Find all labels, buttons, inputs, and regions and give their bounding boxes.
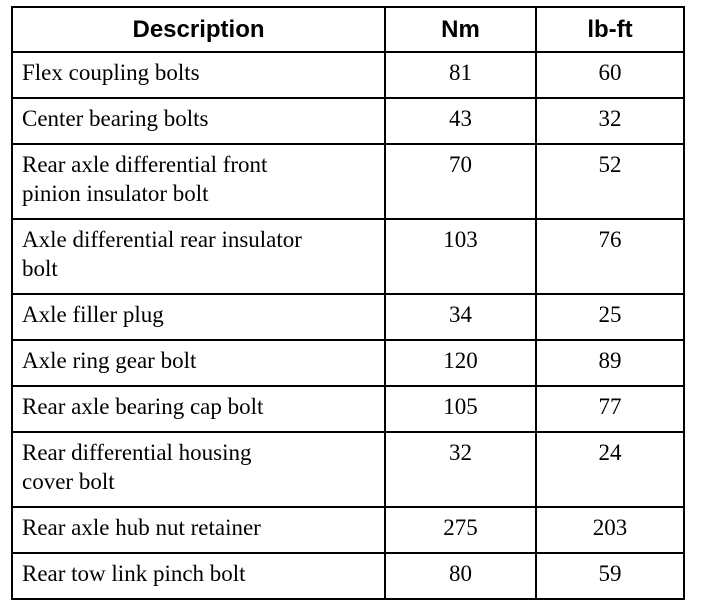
- table-row: [12, 98, 684, 144]
- table-row: [12, 507, 684, 553]
- lbft-cell: 77: [536, 386, 684, 432]
- nm-cell: 80: [385, 553, 536, 599]
- description-cell: Rear tow link pinch bolt: [12, 553, 385, 599]
- torque-spec-table: [11, 6, 685, 600]
- nm-cell: 34: [385, 294, 536, 340]
- header-lbft: lb-ft: [536, 7, 684, 52]
- table-row: [12, 52, 684, 98]
- nm-cell: 43: [385, 98, 536, 144]
- nm-cell: 81: [385, 52, 536, 98]
- nm-cell: 32: [385, 432, 536, 507]
- lbft-cell: 25: [536, 294, 684, 340]
- lbft-cell: 32: [536, 98, 684, 144]
- header-row: [12, 7, 684, 52]
- description-cell: Axle ring gear bolt: [12, 340, 385, 386]
- nm-cell: 103: [385, 219, 536, 294]
- table-row: [12, 144, 684, 219]
- table-row: [12, 219, 684, 294]
- nm-cell: 120: [385, 340, 536, 386]
- description-cell: Rear axle differential front pinion insulator bolt: [12, 144, 385, 219]
- description-cell: Flex coupling bolts: [12, 52, 385, 98]
- description-cell: Axle differential rear insulator bolt: [12, 219, 385, 294]
- lbft-cell: 59: [536, 553, 684, 599]
- lbft-cell: 89: [536, 340, 684, 386]
- description-cell: Rear axle bearing cap bolt: [12, 386, 385, 432]
- nm-cell: 105: [385, 386, 536, 432]
- description-cell: Rear axle hub nut retainer: [12, 507, 385, 553]
- table-row: [12, 386, 684, 432]
- description-cell: Axle filler plug: [12, 294, 385, 340]
- nm-cell: 275: [385, 507, 536, 553]
- table-row: [12, 294, 684, 340]
- lbft-cell: 24: [536, 432, 684, 507]
- lbft-cell: 203: [536, 507, 684, 553]
- table-row: [12, 340, 684, 386]
- lbft-cell: 60: [536, 52, 684, 98]
- nm-cell: 70: [385, 144, 536, 219]
- table-row: [12, 553, 684, 599]
- table-row: [12, 432, 684, 507]
- description-cell: Center bearing bolts: [12, 98, 385, 144]
- header-description: Description: [12, 7, 385, 52]
- header-nm: Nm: [385, 7, 536, 52]
- description-cell: Rear differential housing cover bolt: [12, 432, 385, 507]
- lbft-cell: 76: [536, 219, 684, 294]
- lbft-cell: 52: [536, 144, 684, 219]
